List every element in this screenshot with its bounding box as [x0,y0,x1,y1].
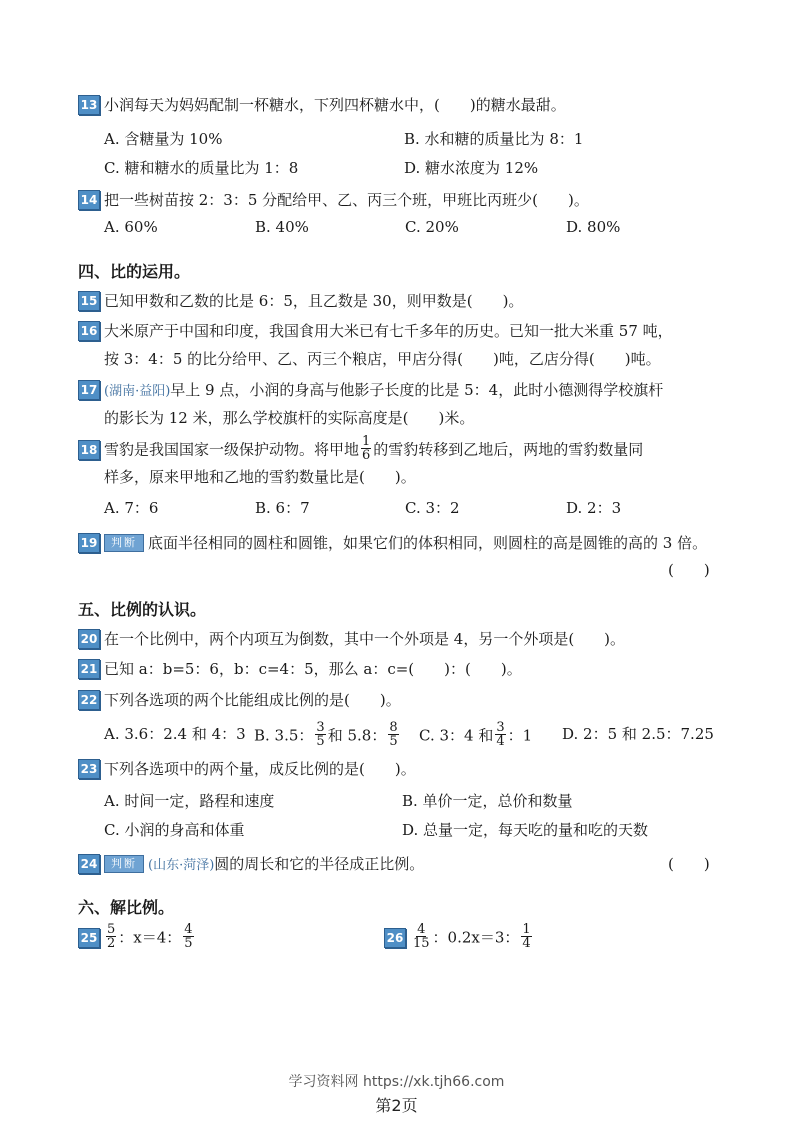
question-20 [78,628,625,650]
numerator: 4 [184,922,193,937]
question-stem: 已知甲数和乙数的比是 6：5，且乙数是 30，则甲数是( )。 [104,292,524,310]
question-number-badge: 16 [78,321,100,341]
numerator: 4 [417,922,426,937]
option-d: D. 总量一定，每天吃的量和吃的天数 [402,821,649,839]
option-c: C. 糖和糖水的质量比为 1：8 [104,159,299,177]
source-label: (湖南·益阳) [104,384,171,399]
option-d: D. 2：5 和 2.5：7.25 [562,725,714,743]
source-label: (山东·菏泽) [148,858,215,873]
question-24 [78,853,424,875]
fraction [361,435,371,462]
option-b: B. 水和糖的质量比为 8：1 [404,130,584,148]
judge-tag: 判断 [104,855,144,873]
option-c: C. 3：2 [405,499,460,517]
numerator: 3 [496,720,505,735]
numerator: 1 [522,922,531,937]
question-number-badge: 18 [78,440,100,460]
question-13 [78,94,566,116]
question-15 [78,290,523,312]
fraction [183,923,193,950]
question-number-badge: 25 [78,928,100,948]
question-number-badge: 23 [78,759,100,779]
denominator: 6 [362,448,371,463]
option-text: B. 3.5： [254,726,314,745]
question-stem-line2: 的影长为 12 米，那么学校旗杆的实际高度是( )米。 [104,409,475,427]
fraction [106,923,116,950]
fraction [495,721,505,748]
numerator: 5 [107,922,116,937]
option-b: B. 6：7 [255,499,310,517]
question-number-badge: 26 [384,928,406,948]
question-number-badge: 17 [78,380,100,400]
question-stem-line1: 早上 9 点，小润的身高与他影子长度的比是 5：4，此时小德测得学校旗杆 [170,381,664,399]
question-stem-part2: 的雪豹转移到乙地后，两地的雪豹数量同 [373,440,644,459]
question-stem: 在一个比例中，两个内项互为倒数，其中一个外项是 4，另一个外项是( )。 [104,630,626,648]
question-stem-line2: 按 3：4：5 的比分给甲、乙、丙三个粮店，甲店分得( )吨，乙店分得( )吨。 [104,350,661,368]
option-d: D. 80% [566,218,621,236]
question-stem: 底面半径相同的圆柱和圆锥，如果它们的体积相同，则圆柱的高是圆锥的高的 3 倍。 [148,534,708,552]
equation-middle: ：0.2x＝3： [432,928,520,947]
question-number-badge: 13 [78,95,100,115]
option-a: A. 7：6 [104,499,159,517]
question-22 [78,689,401,711]
option-c [419,720,533,750]
question-21 [78,658,522,680]
question-number-badge: 21 [78,659,100,679]
question-number-badge: 24 [78,854,100,874]
answer-blank[interactable]: ( ) [668,855,710,873]
question-number-badge: 14 [78,190,100,210]
option-text: ：1 [507,726,533,745]
question-23 [78,758,416,780]
question-stem-line1: 大米原产于中国和印度，我国食用大米已有七千多年的历史。已知一批大米重 57 吨， [104,322,673,340]
equation-middle: ：x＝4： [118,928,182,947]
page-number: 第2页 [375,1096,418,1115]
fraction [388,721,398,748]
section-heading: 五、比例的认识。 [78,600,207,619]
question-number-badge: 22 [78,690,100,710]
denominator: 5 [316,734,325,749]
denominator: 2 [107,936,116,951]
option-text: 和 5.8： [327,726,387,745]
option-b: B. 40% [255,218,309,236]
numerator: 3 [316,720,325,735]
option-d: D. 2：3 [566,499,622,517]
question-stem-line2: 样多，原来甲地和乙地的雪豹数量比是( )。 [104,468,416,486]
denominator: 4 [496,734,505,749]
question-17 [78,379,663,401]
denominator: 5 [389,734,398,749]
footer-site-link[interactable]: 学习资料网 https://xk.tjh66.com [288,1074,505,1090]
question-18 [78,434,644,464]
numerator: 1 [362,434,371,449]
question-stem: 把一些树苗按 2：3：5 分配给甲、乙、丙三个班，甲班比丙班少( )。 [104,191,589,209]
question-stem: 小润每天为妈妈配制一杯糖水，下列四杯糖水中，( )的糖水最甜。 [104,96,566,114]
section-heading: 四、比的运用。 [78,262,191,281]
denominator: 4 [522,936,531,951]
judge-tag: 判断 [104,534,144,552]
option-text: C. 3：4 和 [419,726,494,745]
denominator: 5 [184,936,193,951]
question-26 [384,922,534,952]
section-heading: 六、解比例。 [78,898,175,917]
fraction [521,923,531,950]
question-number-badge: 15 [78,291,100,311]
question-number-badge: 20 [78,629,100,649]
option-a: A. 60% [104,218,158,236]
question-stem: 圆的周长和它的半径成正比例。 [214,855,425,873]
question-14 [78,189,589,211]
question-19 [78,532,707,554]
fraction [315,721,325,748]
question-stem-part1: 雪豹是我国国家一级保护动物。将甲地 [104,440,360,459]
question-stem: 下列各选项的两个比能组成比例的是( )。 [104,691,401,709]
option-d: D. 糖水浓度为 12% [404,159,539,177]
numerator: 8 [389,720,398,735]
answer-blank[interactable]: ( ) [668,561,710,579]
denominator: 15 [413,936,430,951]
fraction [412,923,431,950]
question-stem: 已知 a：b=5：6，b：c=4：5，那么 a：c=( )：( )。 [104,660,522,678]
option-a: A. 时间一定，路程和速度 [104,792,275,810]
question-25 [78,922,196,952]
question-stem: 下列各选项中的两个量，成反比例的是( )。 [104,760,416,778]
option-c: C. 20% [405,218,459,236]
option-b [254,720,401,750]
option-b: B. 单价一定，总价和数量 [402,792,573,810]
option-c: C. 小润的身高和体重 [104,821,245,839]
question-16 [78,320,673,342]
option-a: A. 含糖量为 10% [104,130,223,148]
option-a: A. 3.6：2.4 和 4：3 [104,725,246,743]
question-number-badge: 19 [78,533,100,553]
